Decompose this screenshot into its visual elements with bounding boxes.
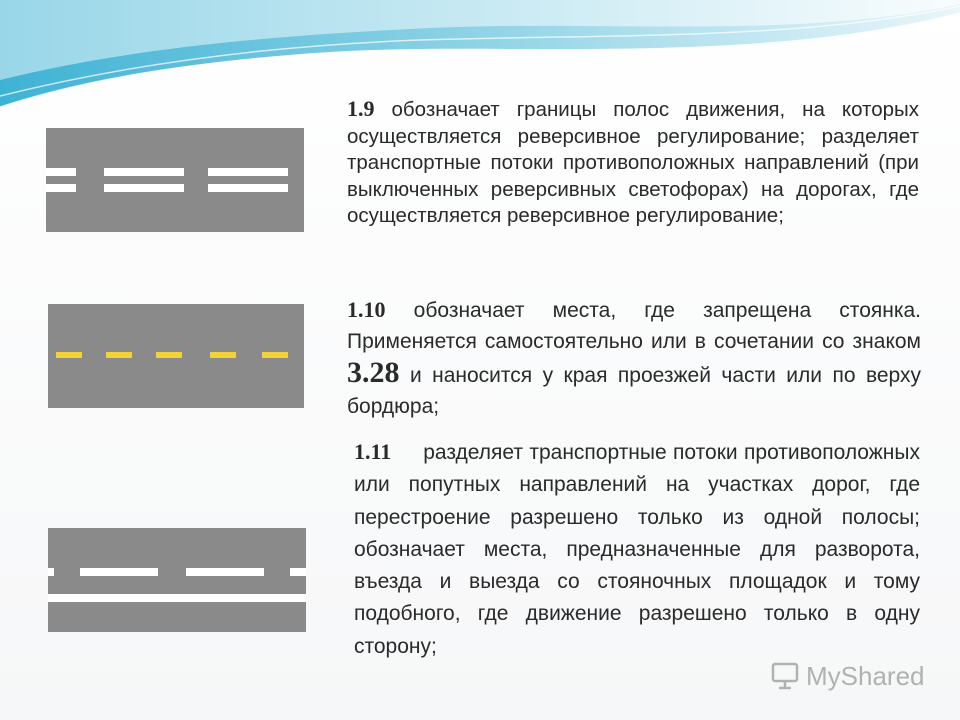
marking-1-9-illustration — [46, 128, 304, 232]
marking-code: 1.11 — [354, 439, 392, 464]
marking-1-11-description — [354, 436, 920, 663]
broken-line-yellow — [48, 304, 304, 408]
marking-text: разделяет транспортные потоки противоположных или попутных направлений на участках дорог, где перестроение разрешено только из одной полосы; обозначает места, предназначенные для разворота, въезда и выезда со стояночных площадок и тому подобного, где движение разрешено только в одну сторону; — [354, 441, 920, 658]
double-broken-line-white — [46, 128, 304, 232]
marking-code: 1.10 — [347, 297, 386, 322]
marking-text: обозначает места, где запрещена стоянка. Применяется самостоятельно или в сочетании со знаком — [347, 299, 922, 353]
watermark — [770, 656, 925, 696]
watermark-text: MyShared — [806, 660, 925, 691]
marking-text-continued: и наносится у края проезжей части или по верху бордюра; — [347, 364, 921, 418]
marking-1-10-description — [347, 294, 921, 422]
marking-code: 1.9 — [347, 96, 375, 121]
sign-reference: 3.28 — [347, 356, 400, 389]
marking-1-11-illustration — [48, 528, 306, 632]
marking-text: обозначает границы полос движения, на которых осуществляется реверсивное регулирование; разделяет транспортные потоки противоположных направлений (при выключенных реверсивных светофорах) на дорогах, где осуществляется реверсивное регулирование; — [347, 98, 919, 227]
marking-1-10-illustration — [48, 304, 304, 408]
marking-1-9-description — [347, 96, 919, 230]
combined-solid-and-broken-line — [48, 528, 306, 632]
presentation-board-icon — [770, 661, 800, 691]
